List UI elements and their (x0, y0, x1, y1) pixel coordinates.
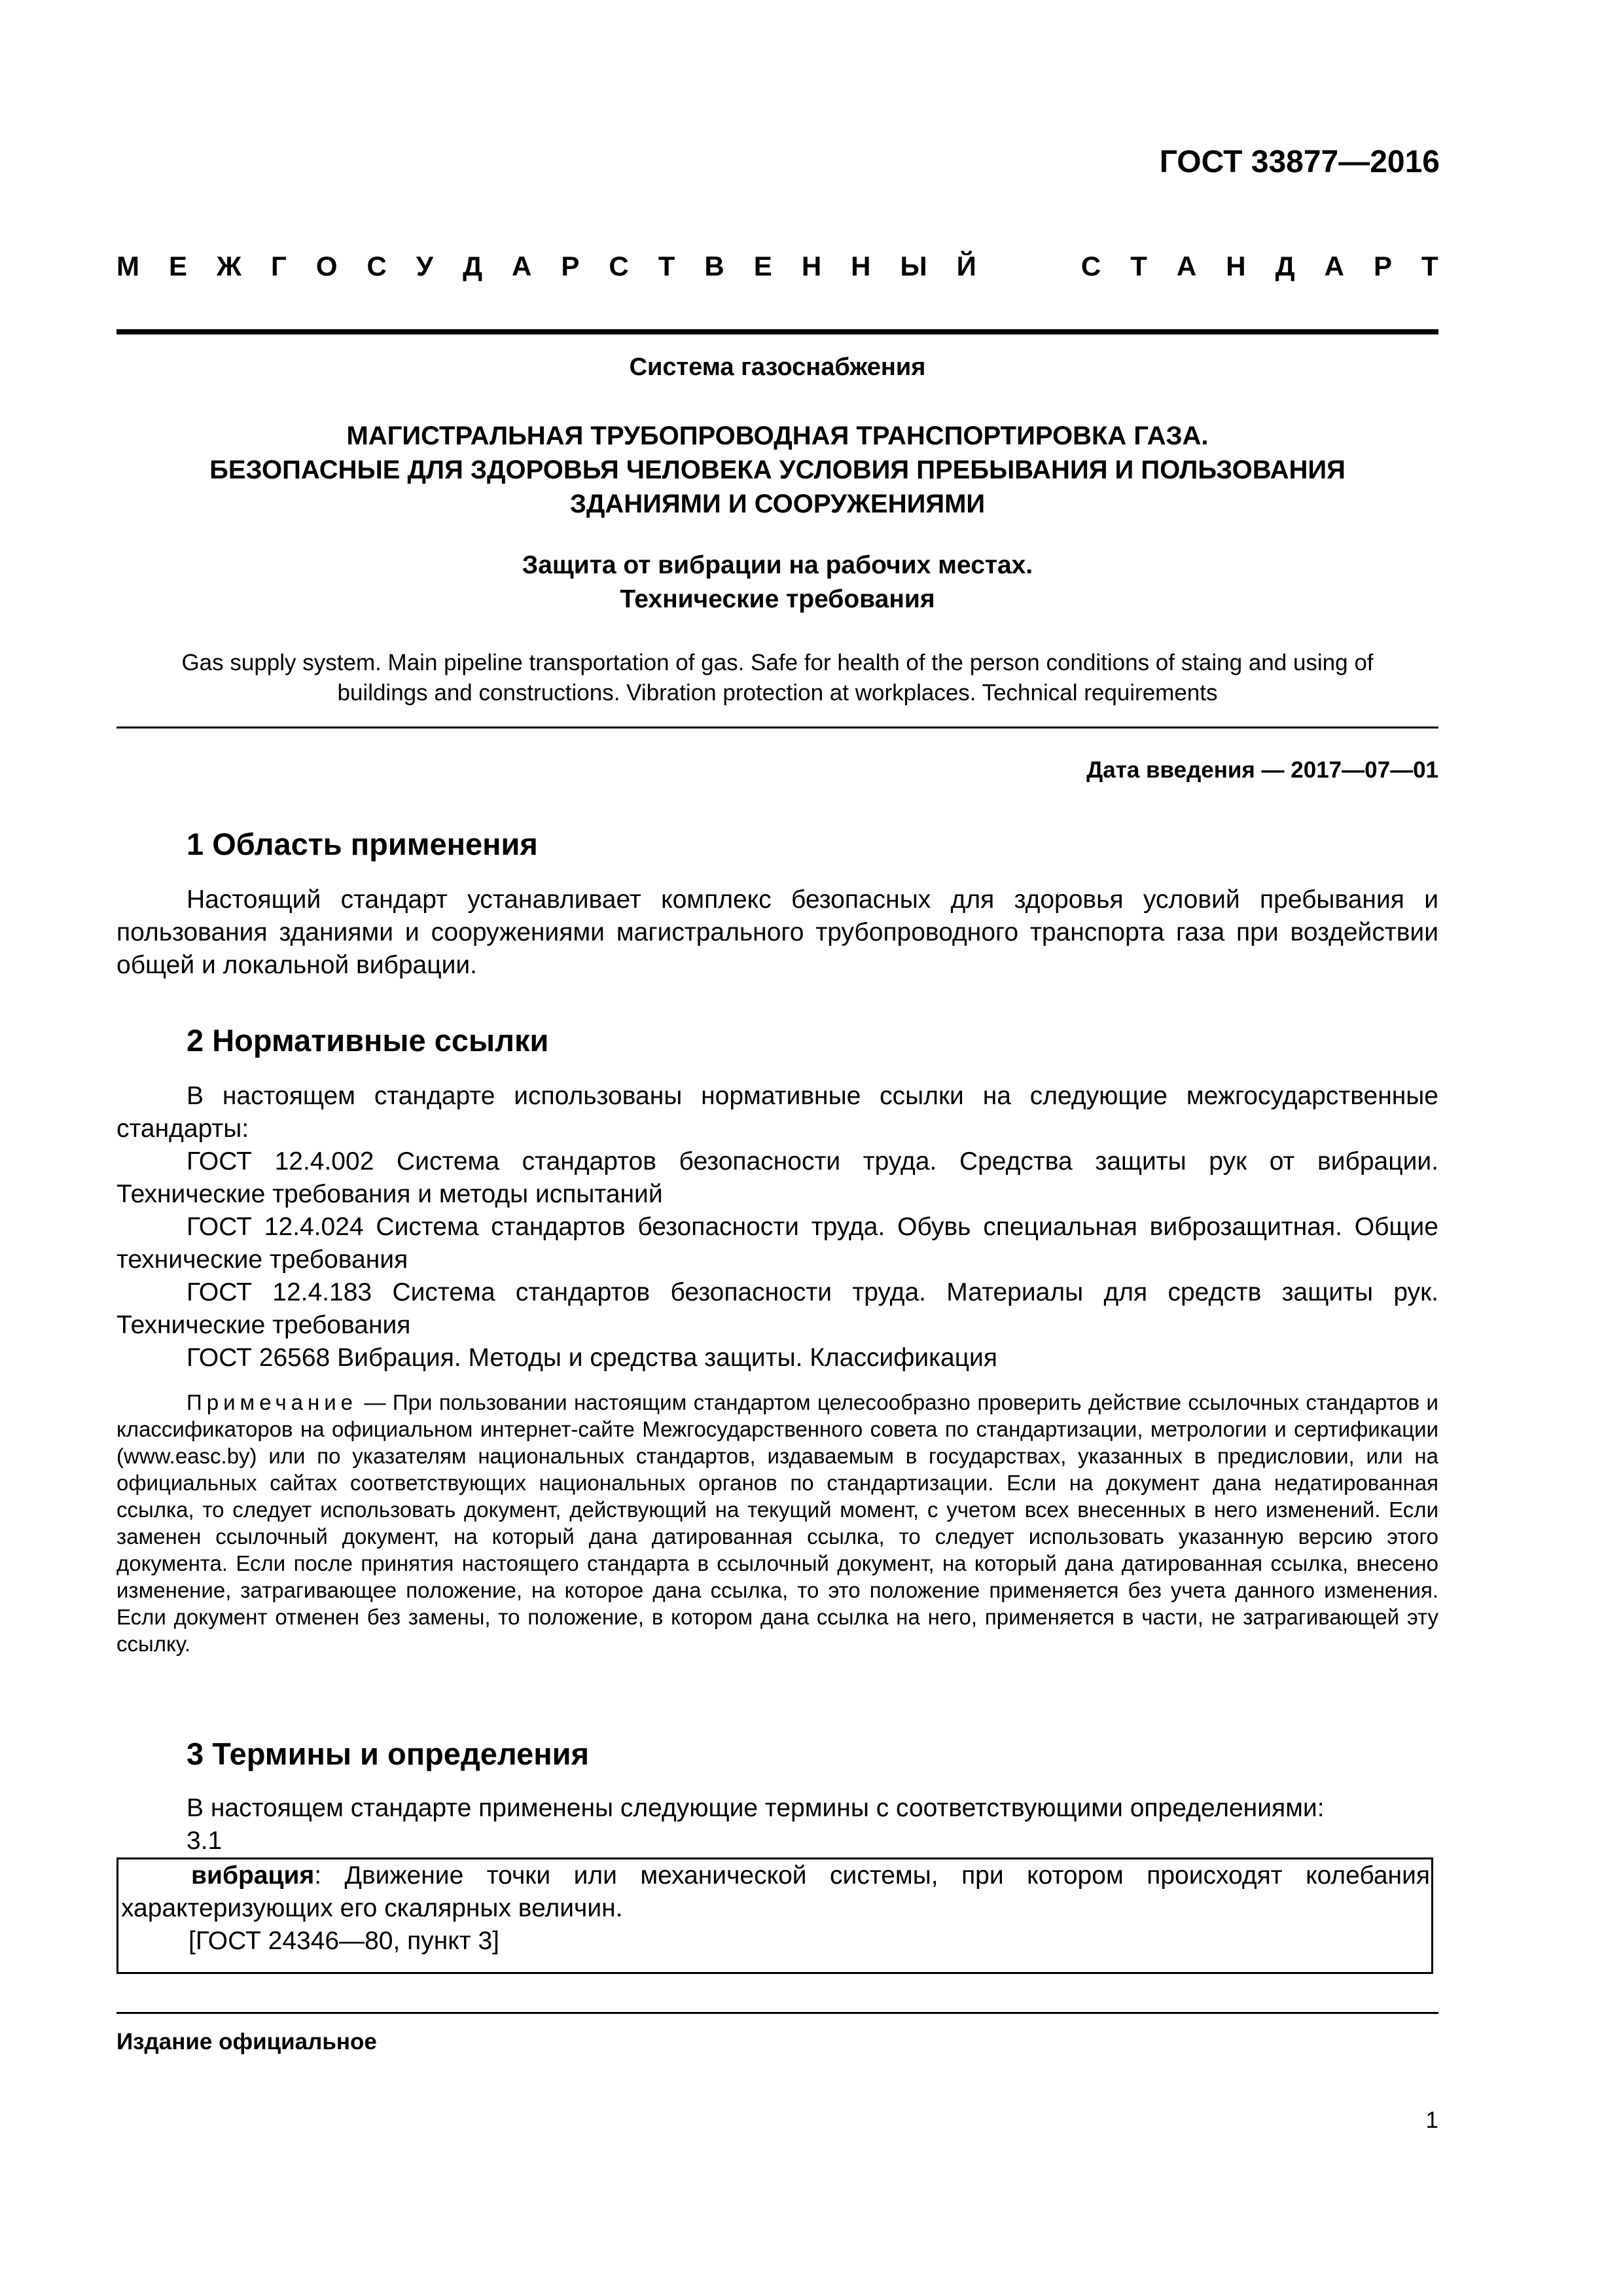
english-title-line: Gas supply system. Main pipeline transportation of gas. Safe for health of the person conditions of staing and using of (181, 650, 1374, 675)
section-1-heading: 1 Область применения (187, 827, 538, 861)
term-number: 3.1 (187, 1827, 223, 1855)
edition-label: Издание официальное (116, 2029, 377, 2054)
heading-letter: Д (1275, 251, 1295, 281)
english-title (116, 648, 1438, 708)
heading-letter: Ж (217, 251, 242, 281)
heading-letter: Н (801, 251, 822, 281)
heading-letter: А (1176, 251, 1197, 281)
paragraph: В настоящем стандарте использованы нормативные ссылки на следующие межгосударственные стандарты: (116, 1082, 1438, 1143)
note-label: Примечание (187, 1390, 358, 1414)
main-title-line: БЕЗОПАСНЫЕ ДЛЯ ЗДОРОВЬЯ ЧЕЛОВЕКА УСЛОВИЯ ПРЕБЫВАНИЯ И ПОЛЬЗОВАНИЯ (209, 456, 1346, 484)
term: вибрация (191, 1861, 315, 1890)
subtitle (116, 548, 1438, 617)
subtitle-line: Технические требования (620, 585, 935, 613)
section-2-text (116, 1080, 1438, 1374)
heading-letter: Н (1226, 251, 1246, 281)
reference-note (116, 1389, 1438, 1657)
word-gap (1006, 251, 1052, 282)
system-title: Система газоснабжения (629, 353, 926, 381)
heading-letter: Е (753, 251, 772, 281)
heading-letter: Е (169, 251, 188, 281)
heading-letter: С (366, 251, 387, 281)
heading-letter: Г (271, 251, 287, 281)
heading-letter: Т (1130, 251, 1147, 281)
section-2-heading: 2 Нормативные ссылки (187, 1023, 549, 1058)
heading-letter: В (704, 251, 724, 281)
heading-letter: У (416, 251, 434, 281)
reference-item: ГОСТ 26568 Вибрация. Методы и средства защиты. Классификация (187, 1344, 997, 1372)
heading-letter: О (315, 251, 338, 281)
main-title-line: ЗДАНИЯМИ И СООРУЖЕНИЯМИ (569, 490, 986, 518)
section-3-text (116, 1792, 1438, 1857)
heading-letter: С (609, 251, 629, 281)
heading-letter: А (1324, 251, 1344, 281)
standard-type-heading (116, 251, 1438, 282)
header-rule (116, 329, 1438, 334)
main-title (116, 419, 1438, 521)
page-number: 1 (1425, 2108, 1438, 2133)
footer-rule (116, 2012, 1438, 2014)
heading-letter: Т (658, 251, 675, 281)
heading-letter: Д (463, 251, 482, 281)
heading-letter: Ы (900, 251, 927, 281)
section-3-heading: 3 Термины и определения (187, 1736, 589, 1771)
subtitle-line: Защита от вибрации на рабочих местах. (522, 551, 1033, 579)
paragraph: Настоящий стандарт устанавливает комплекс безопасных для здоровья условий пребывания и пользования зданиями и сооружениями магистрального трубопроводного транспорта газа при воздействии общей и локальной вибрации. (116, 886, 1438, 979)
heading-letter: Н (851, 251, 871, 281)
heading-letter: С (1080, 251, 1101, 281)
heading-letter: Т (1421, 251, 1438, 281)
definition: : Движение точки или механической системы, при котором происходят колебания характеризующих его скалярных величин. (121, 1861, 1430, 1922)
section-1-text (116, 884, 1438, 982)
reference-item: ГОСТ 12.4.024 Система стандартов безопасности труда. Обувь специальная виброзащитная. Общие технические требования (116, 1213, 1438, 1274)
heading-letter: Й (956, 251, 976, 281)
heading-letter: А (512, 251, 532, 281)
reference-item: ГОСТ 12.4.002 Система стандартов безопасности труда. Средства защиты рук от вибрации. Технические требования и методы испытаний (116, 1147, 1438, 1208)
reference-item: ГОСТ 12.4.183 Система стандартов безопасности труда. Материалы для средств защиты рук. Технические требования (116, 1278, 1438, 1339)
title-rule (116, 726, 1438, 728)
note-text: — При пользовании настоящим стандартом целесообразно проверить действие ссылочных стандартов и классификаторов на официальном интернет-сайте Межгосударственного совета по стандартизации, метрологии и сертификации (www.easc.by) или по указателям национальных стандартов, издаваемым в государствах, указанных в предисловии, или на официальных сайтах соответствующих национальных органов по стандартизации. Если на документ дана недатированная ссылка, то следует использовать документ, действующий на текущий момент, с учетом всех внесенных в него изменений. Если заменен ссылочный документ, на который дана датированная ссылка, то следует использовать указанную версию этого документа. Если после принятия настоящего стандарта в ссылочный документ, на который дана датированная ссылка, внесено изменение, затрагивающее положение, на которое дана ссылка, то это положение применяется без учета данного изменения. Если документ отменен без замены, то положение, в котором дана ссылка на него, применяется в части, не затрагивающей эту ссылку. (116, 1390, 1438, 1656)
heading-letter: М (116, 251, 139, 281)
main-title-line: МАГИСТРАЛЬНАЯ ТРУБОПРОВОДНАЯ ТРАНСПОРТИРОВКА ГАЗА. (346, 422, 1209, 450)
heading-letter: Р (1373, 251, 1392, 281)
term-definition-box (116, 1857, 1433, 1974)
term-definition (118, 1859, 1430, 1958)
heading-letter: Р (561, 251, 580, 281)
definition-source: [ГОСТ 24346—80, пункт 3] (188, 1927, 500, 1955)
document-number: ГОСТ 33877—2016 (1159, 145, 1440, 179)
paragraph: В настоящем стандарте применены следующие термины с соответствующими определениями: (187, 1794, 1325, 1822)
introduction-date: Дата введения — 2017—07—01 (1086, 757, 1438, 783)
english-title-line: buildings and constructions. Vibration protection at workplaces. Technical requirements (337, 680, 1218, 706)
